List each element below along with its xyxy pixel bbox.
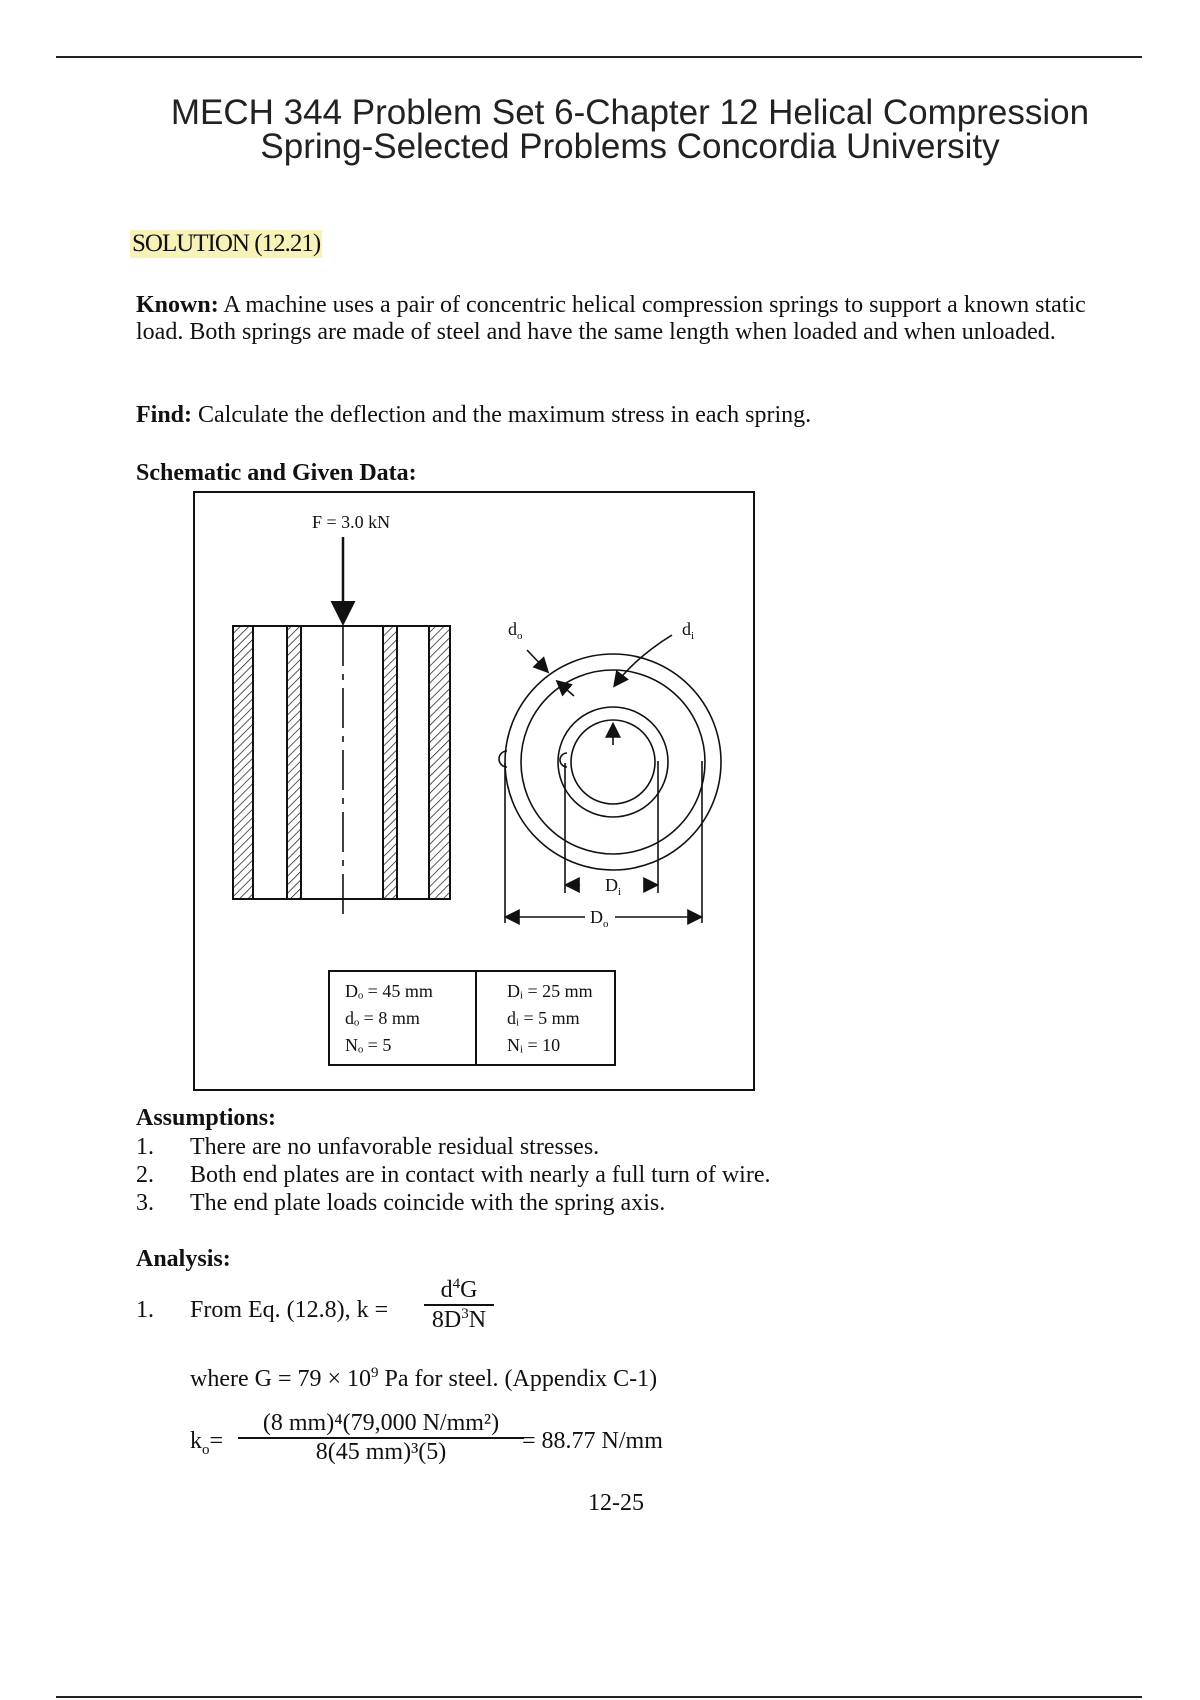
label-Di: $D_i$ [605,875,622,898]
label-di: $d_i$ [682,619,695,642]
list-item: 1. There are no unfavorable residual stresses. [136,1134,600,1160]
ko-label: $k_o=$ [190,1428,224,1458]
list-item: 2. Both end plates are in contact with nearly a full turn of wire. [136,1162,771,1188]
page-title [60,93,1200,166]
ko-result: = 88.77 N/mm [522,1428,663,1454]
inner-wall-right [383,626,397,899]
title-line-1: MECH 344 Problem Set 6-Chapter 12 Helical Compression [170,93,1090,132]
list-item: 3. The end plate loads coincide with the spring axis. [136,1190,666,1216]
page-number: 12-25 [588,1490,644,1516]
table-outer-N: Nₒ = 5 [345,1035,392,1055]
shear-modulus-note: where $G = 79 \times 10^9$ Pa for steel. (Appendix C-1) [190,1365,658,1392]
outer-wall-right [429,626,450,899]
solution-label: SOLUTION (12.21) [132,230,321,257]
analysis-heading: Analysis: [136,1246,231,1272]
table-inner-N: Nᵢ = 10 [507,1035,561,1055]
label-do: $d_o$ [508,619,523,642]
inner-wall-left [287,626,301,899]
spring-rate-formula: $d^4G$ $8D^3N$ [424,1276,494,1334]
known-text: A machine uses a pair of concentric helical compression springs to support a known static load. Both springs are made of steel and have the same length when loaded and when unloaded. [136,292,1086,345]
spring-schematic [195,493,753,1089]
table-outer-D: Dₒ = 45 mm [345,981,433,1001]
find-text: Calculate the deflection and the maximum stress in each spring. [198,402,812,428]
analysis-step-1: 1. From Eq. (12.8), k = [136,1297,389,1323]
find-paragraph [136,402,1096,429]
schematic-heading: Schematic and Given Data: [136,460,417,486]
bottom-rule [56,1696,1142,1698]
spring-side-view [233,626,450,917]
assumptions-list [136,1133,770,1217]
top-rule [56,56,1142,58]
assumptions-heading: Assumptions: [136,1105,277,1131]
ko-fraction: (8 mm)⁴(79,000 N/mm²) 8(45 mm)³(5) [238,1410,524,1466]
table-inner-d: dᵢ = 5 mm [507,1008,580,1028]
table-inner-D: Dᵢ = 25 mm [507,981,593,1001]
outer-wall-left [233,626,253,899]
label-Do: $D_o$ [590,907,609,930]
force-label: F = 3.0 kN [312,512,391,532]
schematic-diagram [193,491,755,1091]
title-line-2: Spring-Selected Problems Concordia University [260,127,1000,166]
known-paragraph [136,292,1096,346]
known-label: Known: [136,292,219,318]
find-label: Find: [136,402,193,428]
table-outer-d: dₒ = 8 mm [345,1008,420,1028]
given-data-table [329,971,615,1065]
